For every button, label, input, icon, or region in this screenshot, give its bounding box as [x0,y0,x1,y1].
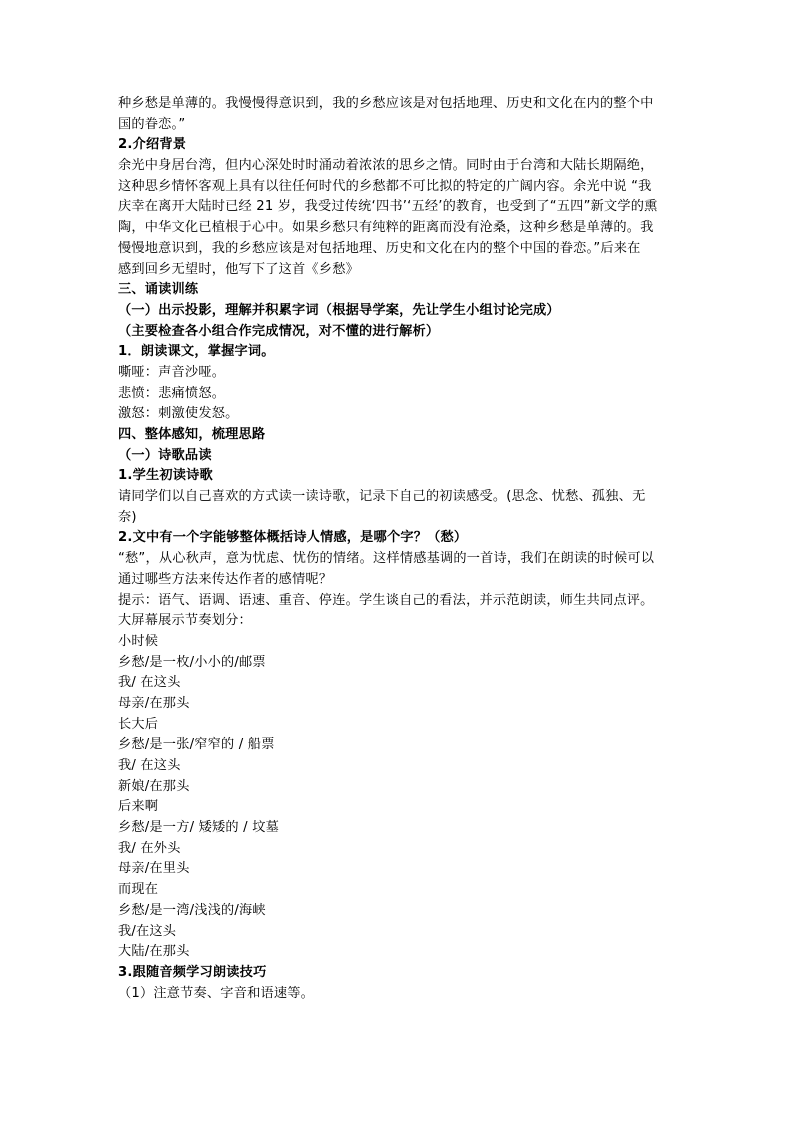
text-line: 长大后 [118,716,159,732]
text-line: 奈) [118,509,137,525]
text-line: 种乡愁是单薄的。我慢慢得意识到，我的乡愁应该是对包括地理、历史和文化在内的整个中 [118,96,654,111]
text-line: （1）注意节奏、字音和语速等。 [118,985,315,1001]
text-line: 提示：语气、语调、语速、重音、停连。学生谈自己的看法，并示范朗读，师生共同点评。 [118,592,654,608]
section-heading: （一）诗歌品读 [118,447,212,463]
text-line: 母亲/在那头 [118,695,190,711]
text-line: 我/ 在这头 [118,675,181,691]
text-line: 悲愤：悲痛愤怒。 [118,385,226,401]
text-line: 母亲/在里头 [118,861,190,877]
section-heading: 1．朗读课文，掌握字词。 [118,344,275,360]
text-line: 感到回乡无望时，他写下了这首《乡愁》 [118,261,359,277]
text-line: 后来啊 [118,799,159,815]
text-line: 我/在这头 [118,923,177,939]
section-heading: 1.学生初读诗歌 [118,468,213,484]
text-line: 嘶哑：声音沙哑。 [118,364,226,380]
text-line: 乡愁/是一枚/小小的/邮票 [118,654,266,670]
text-line: 乡愁/是一方/ 矮矮的 / 坟墓 [118,820,279,836]
text-line: 而现在 [118,882,159,898]
text-line: 乡愁/是一张/窄窄的 / 船票 [118,737,275,753]
section-heading: 2.文中有一个字能够整体概括诗人情感，是哪个字？（愁） [118,530,468,546]
text-line: 国的眷恋。” [118,116,186,132]
text-line: 我/ 在这头 [118,758,181,773]
document-page [118,94,683,1004]
text-line: 慢慢地意识到，我的乡愁应该是对包括地理、历史和文化在内的整个中国的眷恋。”后来在 [118,240,641,256]
text-line: 这种思乡情怀客观上具有以往任何时代的乡愁都不可比拟的特定的广阔内容。余光中说 “我 [118,178,652,194]
text-line: 大陆/在那头 [118,944,190,960]
text-line: 余光中身居台湾，但内心深处时时涌动着浓浓的思乡之情。同时由于台湾和大陆长期隔绝， [118,158,654,174]
text-line: 陶，中华文化已植根于心中。如果乡愁只有纯粹的距离而没有沧桑，这种乡愁是单薄的。我 [118,220,654,236]
section-heading: （一）出示投影，理解并积累字词（根据导学案，先让学生小组讨论完成） [118,302,560,318]
text-line: 激怒：刺激使发怒。 [118,406,239,422]
text-line: 新娘/在那头 [118,778,190,794]
text-line: “愁”，从心秋声，意为忧虑、忧伤的情绪。这样情感基调的一首诗，我们在朗读的时候可以 [118,551,655,567]
section-heading: 2.介绍背景 [118,137,187,153]
text-line: 乡愁/是一湾/浅浅的/海峡 [118,902,266,918]
section-heading: 三、诵读训练 [118,282,199,298]
section-heading: 3.跟随音频学习朗读技巧 [118,964,267,980]
text-line: 小时候 [118,633,159,649]
text-line: 庆幸在离开大陆时已经 21 岁，我受过传统‘四书’‘五经’的教育，也受到了“五四”新文学的熏 [118,199,658,215]
text-line: 我/ 在外头 [118,840,181,856]
text-line: 请同学们以自己喜欢的方式读一读诗歌，记录下自己的初读感受。(思念、忧愁、孤独、无 [118,489,646,505]
section-heading: （主要检查各小组合作完成情况，对不懂的进行解析） [118,323,440,339]
section-heading: 四、整体感知，梳理思路 [118,427,266,442]
text-line: 大屏幕展示节奏划分： [118,613,252,629]
text-line: 通过哪些方法来传达作者的感情呢？ [118,571,333,587]
